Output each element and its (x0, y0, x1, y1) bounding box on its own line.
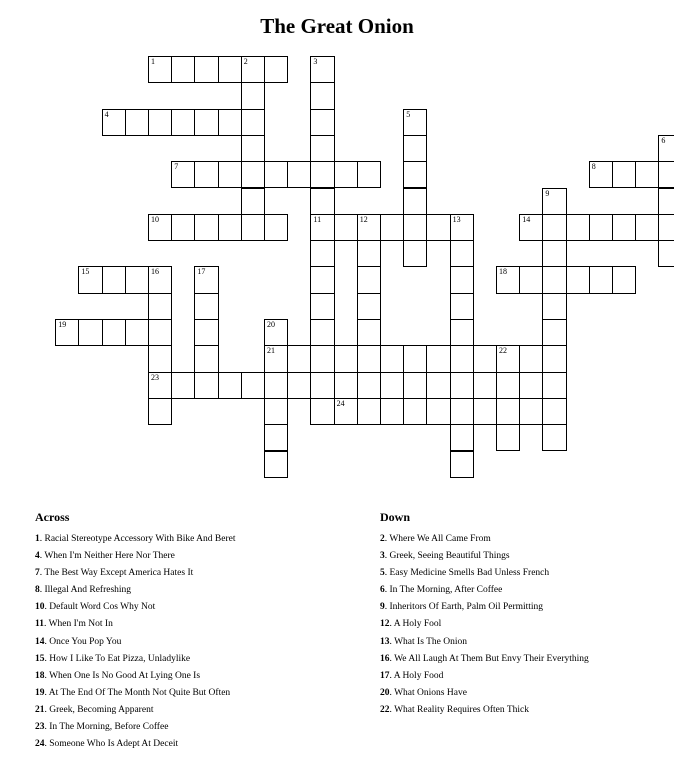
clue-num: 17 (380, 670, 390, 681)
grid-cell[interactable] (450, 214, 474, 241)
grid-cell[interactable] (426, 372, 450, 399)
down-clue: 13. What Is The Onion (380, 636, 467, 647)
clue-text: Illegal And Refreshing (44, 585, 132, 596)
clue-text: When I'm Not In (48, 619, 113, 630)
grid-cell[interactable] (171, 56, 195, 83)
clue-number: 21 (267, 346, 275, 356)
grid-cell[interactable] (171, 372, 195, 399)
grid-cell[interactable] (148, 214, 172, 241)
grid-cell[interactable] (450, 319, 474, 346)
across-clue: 4. When I'm Neither Here Nor There (35, 551, 175, 562)
grid-cell[interactable] (357, 214, 381, 241)
grid-cell[interactable] (148, 345, 172, 372)
clue-num: 8 (35, 585, 40, 596)
grid-cell[interactable] (403, 372, 427, 399)
grid-cell[interactable] (55, 319, 79, 346)
grid-cell[interactable] (264, 451, 288, 478)
clue-num: 24 (35, 739, 45, 750)
grid-cell[interactable] (635, 214, 659, 241)
clue-number: 14 (522, 214, 531, 224)
grid-cell[interactable] (241, 135, 265, 162)
grid-cell[interactable] (310, 240, 334, 267)
grid-cell[interactable] (102, 266, 126, 293)
grid-cell[interactable] (241, 188, 265, 215)
grid-cell[interactable] (589, 161, 613, 188)
grid-cell[interactable] (635, 161, 659, 188)
grid-cell[interactable] (102, 109, 126, 136)
grid-cell[interactable] (241, 161, 265, 188)
grid-cell[interactable] (380, 372, 404, 399)
grid-cell[interactable] (310, 345, 334, 372)
grid-cell[interactable] (194, 372, 218, 399)
grid-cell[interactable] (519, 398, 543, 425)
clue-number: 15 (81, 267, 90, 277)
grid-cell[interactable] (310, 135, 334, 162)
clue-text: Racial Stereotype Accessory With Bike And Beret (44, 534, 236, 544)
grid-cell[interactable] (612, 266, 636, 293)
clue-text: When One Is No Good At Lying One Is (49, 670, 201, 681)
clue-num: 21 (35, 704, 45, 715)
clue-text: The Best Way Except America Hates It (44, 568, 194, 579)
grid-cell[interactable] (218, 56, 242, 83)
clue-num: 9 (380, 602, 385, 613)
grid-cell[interactable] (542, 240, 566, 267)
grid-cell[interactable] (566, 266, 590, 293)
clue-number: 7 (174, 162, 179, 172)
grid-cell[interactable] (264, 214, 288, 241)
grid-cell[interactable] (310, 56, 334, 83)
grid-cell[interactable] (380, 214, 404, 241)
grid-cell[interactable] (218, 214, 242, 241)
down-clue: 5. Easy Medicine Smells Bad Unless French (380, 568, 550, 579)
clue-text: Easy Medicine Smells Bad Unless French (389, 568, 550, 579)
grid-cell[interactable] (310, 398, 334, 425)
grid-cell[interactable] (218, 372, 242, 399)
grid-cell[interactable] (357, 398, 381, 425)
clue-number: 5 (406, 109, 411, 119)
grid-cell[interactable] (334, 372, 358, 399)
clue-num: 1 (35, 534, 40, 544)
grid-cell[interactable] (125, 109, 149, 136)
clue-num: 3 (380, 551, 385, 562)
grid-cell[interactable] (357, 372, 381, 399)
grid-cell[interactable] (450, 293, 474, 320)
grid-cell[interactable] (519, 345, 543, 372)
grid-cell[interactable] (658, 135, 674, 162)
clue-text: In The Morning, Before Coffee (49, 722, 169, 733)
grid-cell[interactable] (542, 345, 566, 372)
grid-cell[interactable] (78, 266, 102, 293)
grid-cell[interactable] (125, 319, 149, 346)
grid-cell[interactable] (542, 214, 566, 241)
grid-cell[interactable] (310, 82, 334, 109)
clue-number: 18 (499, 267, 507, 277)
grid-cell[interactable] (287, 345, 311, 372)
clue-number: 12 (359, 214, 368, 224)
across-clues (35, 510, 365, 753)
clue-num: 11 (35, 619, 44, 630)
down-clue: 20. What Onions Have (380, 687, 467, 698)
grid-cell[interactable] (357, 240, 381, 267)
clue-num: 6 (380, 585, 385, 596)
across-clue: 7. The Best Way Except America Hates It (35, 568, 194, 579)
grid-cell[interactable] (542, 293, 566, 320)
grid-cell[interactable] (310, 109, 334, 136)
grid-cell[interactable] (403, 398, 427, 425)
grid-cell[interactable] (241, 214, 265, 241)
grid-cell[interactable] (450, 240, 474, 267)
clue-num: 19 (35, 687, 45, 698)
grid-cell[interactable] (171, 161, 195, 188)
grid-cell[interactable] (148, 319, 172, 346)
grid-cell[interactable] (403, 240, 427, 267)
grid-cell[interactable] (542, 424, 566, 451)
grid-cell[interactable] (380, 398, 404, 425)
grid-cell[interactable] (612, 214, 636, 241)
grid-cell[interactable] (194, 293, 218, 320)
clue-num: 13 (380, 636, 390, 647)
grid-cell[interactable] (519, 372, 543, 399)
grid-cell[interactable] (403, 161, 427, 188)
grid-cell[interactable] (264, 56, 288, 83)
clue-number: 1 (151, 57, 155, 66)
clue-number: 17 (197, 267, 206, 277)
grid-cell[interactable] (148, 372, 172, 399)
clue-number: 10 (151, 214, 159, 224)
clue-number: 4 (104, 109, 109, 119)
grid-cell[interactable] (450, 266, 474, 293)
clue-text: What Is The Onion (394, 636, 467, 647)
grid-cell[interactable] (287, 372, 311, 399)
grid-cell[interactable] (589, 266, 613, 293)
clue-number: 24 (336, 398, 345, 408)
grid-cell[interactable] (496, 345, 520, 372)
grid-cell[interactable] (450, 345, 474, 372)
grid-cell[interactable] (496, 372, 520, 399)
clue-num: 22 (380, 704, 390, 715)
grid-cell[interactable] (496, 424, 520, 451)
grid-cell[interactable] (310, 266, 334, 293)
down-heading: Down (380, 510, 411, 524)
grid-cell[interactable] (310, 319, 334, 346)
clue-text: Greek, Seeing Beautiful Things (389, 551, 510, 562)
grid-cell[interactable] (403, 109, 427, 136)
clue-text: When I'm Neither Here Nor There (44, 551, 175, 562)
clue-text: What Onions Have (394, 687, 467, 698)
grid-cell[interactable] (194, 109, 218, 136)
puzzle-title: The Great Onion (260, 14, 414, 38)
clue-number: 2 (243, 57, 248, 66)
down-clue: 9. Inheritors Of Earth, Palm Oil Permitting (380, 602, 544, 613)
clue-text: Greek, Becoming Apparent (49, 704, 154, 715)
grid-cell[interactable] (542, 188, 566, 215)
grid-cell[interactable] (658, 161, 674, 188)
clue-num: 4 (35, 551, 40, 562)
across-clue: 15. How I Like To Eat Pizza, Unladylike (35, 653, 191, 664)
across-clue: 10. Default Word Cos Why Not (35, 602, 156, 613)
grid-cell[interactable] (589, 214, 613, 241)
grid-cell[interactable] (450, 372, 474, 399)
grid-cell[interactable] (519, 214, 543, 241)
clue-number: 16 (151, 267, 159, 277)
grid-cell[interactable] (194, 161, 218, 188)
clue-num: 16 (380, 653, 390, 664)
grid-cell[interactable] (519, 266, 543, 293)
down-clue: 12. A Holy Fool (380, 619, 442, 630)
clue-text: Inheritors Of Earth, Palm Oil Permitting (389, 602, 544, 613)
grid-cell[interactable] (473, 372, 497, 399)
down-clue: 3. Greek, Seeing Beautiful Things (380, 551, 510, 562)
clue-num: 23 (35, 722, 45, 733)
grid-cell[interactable] (658, 188, 674, 215)
across-clue: 24. Someone Who Is Adept At Deceit (35, 739, 179, 750)
clue-num: 15 (35, 653, 45, 664)
grid-cell[interactable] (264, 345, 288, 372)
down-clues (380, 510, 670, 719)
across-clue: 14. Once You Pop You (35, 636, 122, 647)
clue-text: At The End Of The Month Not Quite But Often (48, 687, 231, 698)
grid-cell[interactable] (264, 161, 288, 188)
grid-cell[interactable] (334, 398, 358, 425)
clue-text: We All Laugh At Them But Envy Their Everything (394, 653, 589, 664)
grid-cell[interactable] (496, 398, 520, 425)
grid-cell[interactable] (658, 240, 674, 267)
clue-num: 20 (380, 687, 390, 698)
grid-cell[interactable] (403, 214, 427, 241)
clue-number: 9 (545, 188, 550, 198)
clue-number: 19 (58, 320, 67, 329)
grid-cell[interactable] (310, 188, 334, 215)
grid-cell[interactable] (78, 319, 102, 346)
grid-cell[interactable] (426, 398, 450, 425)
across-clue: 1. Racial Stereotype Accessory With Bike And Beret (35, 534, 236, 544)
grid-cell[interactable] (148, 293, 172, 320)
grid-cell[interactable] (542, 372, 566, 399)
grid-cell[interactable] (102, 319, 126, 346)
grid-cell[interactable] (426, 214, 450, 241)
clue-number: 8 (591, 162, 596, 172)
grid-cell[interactable] (566, 214, 590, 241)
grid-cell[interactable] (357, 161, 381, 188)
grid-cell[interactable] (264, 398, 288, 425)
clue-num: 18 (35, 670, 45, 681)
grid-cell[interactable] (403, 135, 427, 162)
grid-cell[interactable] (241, 109, 265, 136)
grid-cell[interactable] (496, 266, 520, 293)
across-clue-list (35, 531, 365, 753)
across-clue: 21. Greek, Becoming Apparent (35, 704, 154, 715)
grid-cell[interactable] (241, 372, 265, 399)
clue-number: 22 (499, 346, 507, 356)
grid-cell[interactable] (310, 214, 334, 241)
across-clue: 23. In The Morning, Before Coffee (35, 722, 169, 733)
clue-text: How I Like To Eat Pizza, Unladylike (49, 653, 191, 664)
clue-text: Someone Who Is Adept At Deceit (49, 739, 179, 750)
grid-cell[interactable] (450, 398, 474, 425)
grid-cell[interactable] (264, 424, 288, 451)
grid-cell[interactable] (612, 161, 636, 188)
grid-cell[interactable] (148, 109, 172, 136)
grid-cell[interactable] (171, 214, 195, 241)
clue-text: Once You Pop You (49, 636, 122, 647)
clue-text: Where We All Came From (389, 534, 491, 544)
grid-cell[interactable] (357, 345, 381, 372)
down-clue: 16. We All Laugh At Them But Envy Their Everything (380, 653, 589, 664)
grid-cell[interactable] (334, 214, 358, 241)
across-heading: Across (35, 510, 70, 524)
down-clue: 17. A Holy Food (380, 670, 444, 681)
grid-cell[interactable] (426, 345, 450, 372)
grid-cell[interactable] (264, 319, 288, 346)
grid-cell[interactable] (357, 319, 381, 346)
down-clue: 22. What Reality Requires Often Thick (380, 704, 529, 715)
grid-cell[interactable] (264, 372, 288, 399)
grid-cell[interactable] (148, 56, 172, 83)
grid-cell[interactable] (194, 214, 218, 241)
grid-cell[interactable] (542, 319, 566, 346)
grid-cell[interactable] (148, 266, 172, 293)
grid-cell[interactable] (403, 188, 427, 215)
grid-cell[interactable] (450, 424, 474, 451)
down-clue-list (380, 531, 670, 719)
down-clue: 2. Where We All Came From (380, 534, 491, 544)
grid-cell[interactable] (310, 372, 334, 399)
clue-num: 5 (380, 568, 385, 579)
grid-cell[interactable] (194, 266, 218, 293)
grid-cell[interactable] (218, 109, 242, 136)
clue-num: 12 (380, 619, 390, 630)
grid-cell[interactable] (241, 82, 265, 109)
grid-cell[interactable] (310, 161, 334, 188)
across-clue: 18. When One Is No Good At Lying One Is (35, 670, 201, 681)
grid-cell[interactable] (658, 214, 674, 241)
clue-number: 3 (313, 57, 318, 66)
grid-cell[interactable] (473, 398, 497, 425)
grid-cell[interactable] (287, 161, 311, 188)
clue-number: 13 (452, 214, 461, 224)
grid-cell[interactable] (380, 345, 404, 372)
grid-cell[interactable] (473, 345, 497, 372)
clue-num: 10 (35, 602, 45, 613)
clue-text: A Holy Fool (393, 619, 442, 630)
clue-text: Default Word Cos Why Not (49, 602, 156, 613)
grid-cell[interactable] (542, 266, 566, 293)
across-clue: 19. At The End Of The Month Not Quite But Often (35, 687, 231, 698)
grid-cell[interactable] (450, 451, 474, 478)
clue-num: 14 (35, 636, 45, 647)
grid-cell[interactable] (241, 56, 265, 83)
clue-num: 7 (35, 568, 40, 579)
clue-number: 20 (267, 320, 275, 329)
down-clue: 6. In The Morning, After Coffee (380, 585, 503, 596)
clue-number: 23 (151, 372, 159, 382)
grid-cell[interactable] (171, 109, 195, 136)
grid-cell[interactable] (403, 345, 427, 372)
across-clue: 8. Illegal And Refreshing (35, 585, 132, 596)
clue-text: What Reality Requires Often Thick (394, 704, 529, 715)
clue-text: In The Morning, After Coffee (389, 585, 503, 596)
grid-cell[interactable] (194, 319, 218, 346)
clue-num: 2 (380, 534, 385, 544)
clue-number: 6 (661, 135, 666, 145)
grid-cell[interactable] (148, 398, 172, 425)
grid-cell[interactable] (218, 161, 242, 188)
grid-cell[interactable] (357, 293, 381, 320)
grid-cell[interactable] (334, 161, 358, 188)
grid-cell[interactable] (194, 56, 218, 83)
clue-number: 11 (313, 214, 322, 224)
grid-cell[interactable] (125, 266, 149, 293)
across-clue: 11. When I'm Not In (35, 619, 113, 630)
grid-cell[interactable] (542, 398, 566, 425)
grid-cell[interactable] (334, 345, 358, 372)
clue-text: A Holy Food (393, 670, 444, 681)
grid-cell[interactable] (310, 293, 334, 320)
grid-cell[interactable] (194, 345, 218, 372)
grid-cell[interactable] (357, 266, 381, 293)
